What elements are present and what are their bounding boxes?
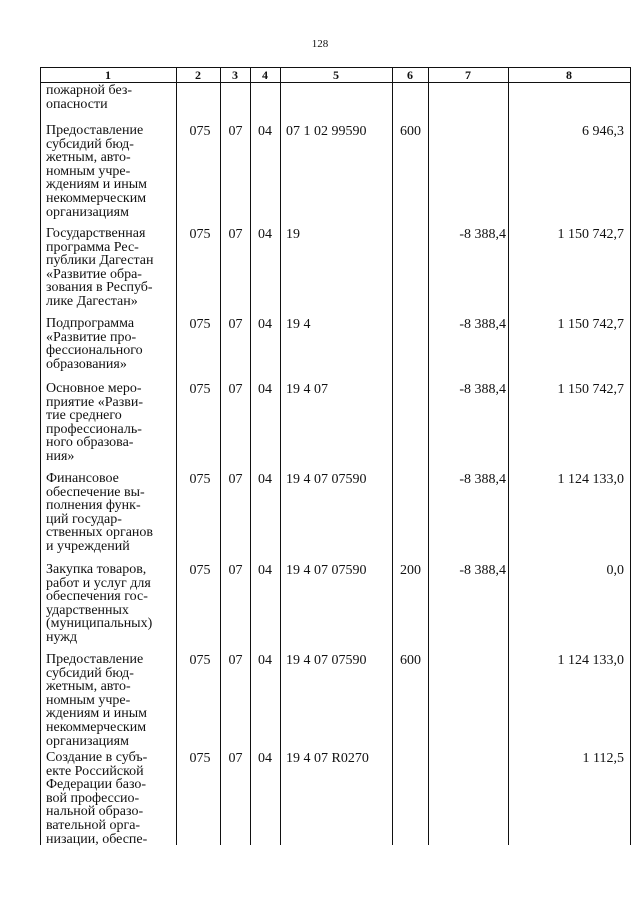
row-subsection: 04 [258,472,272,487]
header-col-4: 4 [262,68,268,82]
header-col-6: 6 [407,68,413,82]
row-change-amount: -8 388,4 [459,472,506,487]
row-subsection: 04 [258,563,272,578]
row-total-amount: 1 112,5 [582,751,624,766]
row-section: 07 [228,317,243,332]
row-description: пожарной без- опасности [46,83,133,112]
header-col-8: 8 [566,68,572,82]
row-total-amount: 1 124 133,0 [557,472,624,487]
row-code: 075 [189,472,211,487]
row-code: 075 [189,563,211,578]
row-target-article: 19 4 07 [286,382,328,397]
row-section: 07 [228,563,243,578]
row-target-article: 19 4 07 R0270 [286,751,369,766]
row-expense-type: 600 [400,653,421,668]
row-code: 075 [189,317,211,332]
row-description: Подпрограмма «Развитие про- фессионального образования» [46,316,143,372]
row-code: 075 [189,653,211,668]
table-border-left [40,67,41,845]
row-expense-type: 600 [400,124,421,139]
table-border-right [630,67,631,845]
header-col-7: 7 [465,68,471,82]
column-divider [508,67,509,845]
row-target-article: 19 4 07 07590 [286,472,367,487]
row-expense-type: 200 [400,563,421,578]
row-description: Основное меро- приятие «Разви- тие среднего профессиональ- ного образова- ния» [46,381,144,464]
column-divider [392,67,393,845]
row-description: Финансовое обеспечение вы- полнения функ- ций государ- ственных органов и учреждений [46,471,154,554]
column-divider [220,67,221,845]
row-subsection: 04 [258,317,272,332]
row-section: 07 [228,382,243,397]
row-target-article: 07 1 02 99590 [286,124,367,139]
row-target-article: 19 4 07 07590 [286,563,367,578]
row-subsection: 04 [258,124,272,139]
row-subsection: 04 [258,751,272,766]
column-divider [176,67,177,845]
row-section: 07 [228,472,243,487]
column-divider [280,67,281,845]
row-code: 075 [189,227,211,242]
header-col-1: 1 [105,68,111,82]
header-col-3: 3 [232,68,238,82]
row-description: Создание в субъ- екте Российской Федерации базо- вой профессио- нальной образо- вательной орга- низации, обеспе- [46,750,148,847]
row-target-article: 19 4 [286,317,311,332]
row-description: Закупка товаров, работ и услуг для обеспечения гос- ударственных (муниципальных) нужд [46,562,153,645]
row-description: Предоставление субсидий бюд- жетным, авто- номным учре- ждениям и иным некоммерческим организациям [46,123,148,220]
row-total-amount: 1 150 742,7 [557,227,624,242]
row-change-amount: -8 388,4 [459,563,506,578]
row-total-amount: 0,0 [606,563,624,578]
row-change-amount: -8 388,4 [459,227,506,242]
row-description: Предоставление субсидий бюд- жетным, авто- номным учре- ждениям и иным некоммерческим организациям [46,652,148,749]
row-code: 075 [189,751,211,766]
row-code: 075 [189,382,211,397]
row-change-amount: -8 388,4 [459,382,506,397]
row-section: 07 [228,751,243,766]
row-total-amount: 1 124 133,0 [557,653,624,668]
row-description: Государственная программа Рес- публики Дагестан «Развитие обра- зования в Респуб- лике Дагестан» [46,226,154,309]
row-target-article: 19 [286,227,300,242]
row-section: 07 [228,227,243,242]
row-subsection: 04 [258,227,272,242]
row-target-article: 19 4 07 07590 [286,653,367,668]
header-col-2: 2 [195,68,201,82]
row-subsection: 04 [258,653,272,668]
column-divider [428,67,429,845]
row-total-amount: 1 150 742,7 [557,317,624,332]
row-section: 07 [228,124,243,139]
column-divider [250,67,251,845]
row-total-amount: 1 150 742,7 [557,382,624,397]
row-code: 075 [189,124,211,139]
row-subsection: 04 [258,382,272,397]
row-change-amount: -8 388,4 [459,317,506,332]
header-col-5: 5 [333,68,339,82]
budget-table [40,67,631,845]
row-section: 07 [228,653,243,668]
page-number: 128 [311,38,329,50]
row-total-amount: 6 946,3 [582,124,624,139]
